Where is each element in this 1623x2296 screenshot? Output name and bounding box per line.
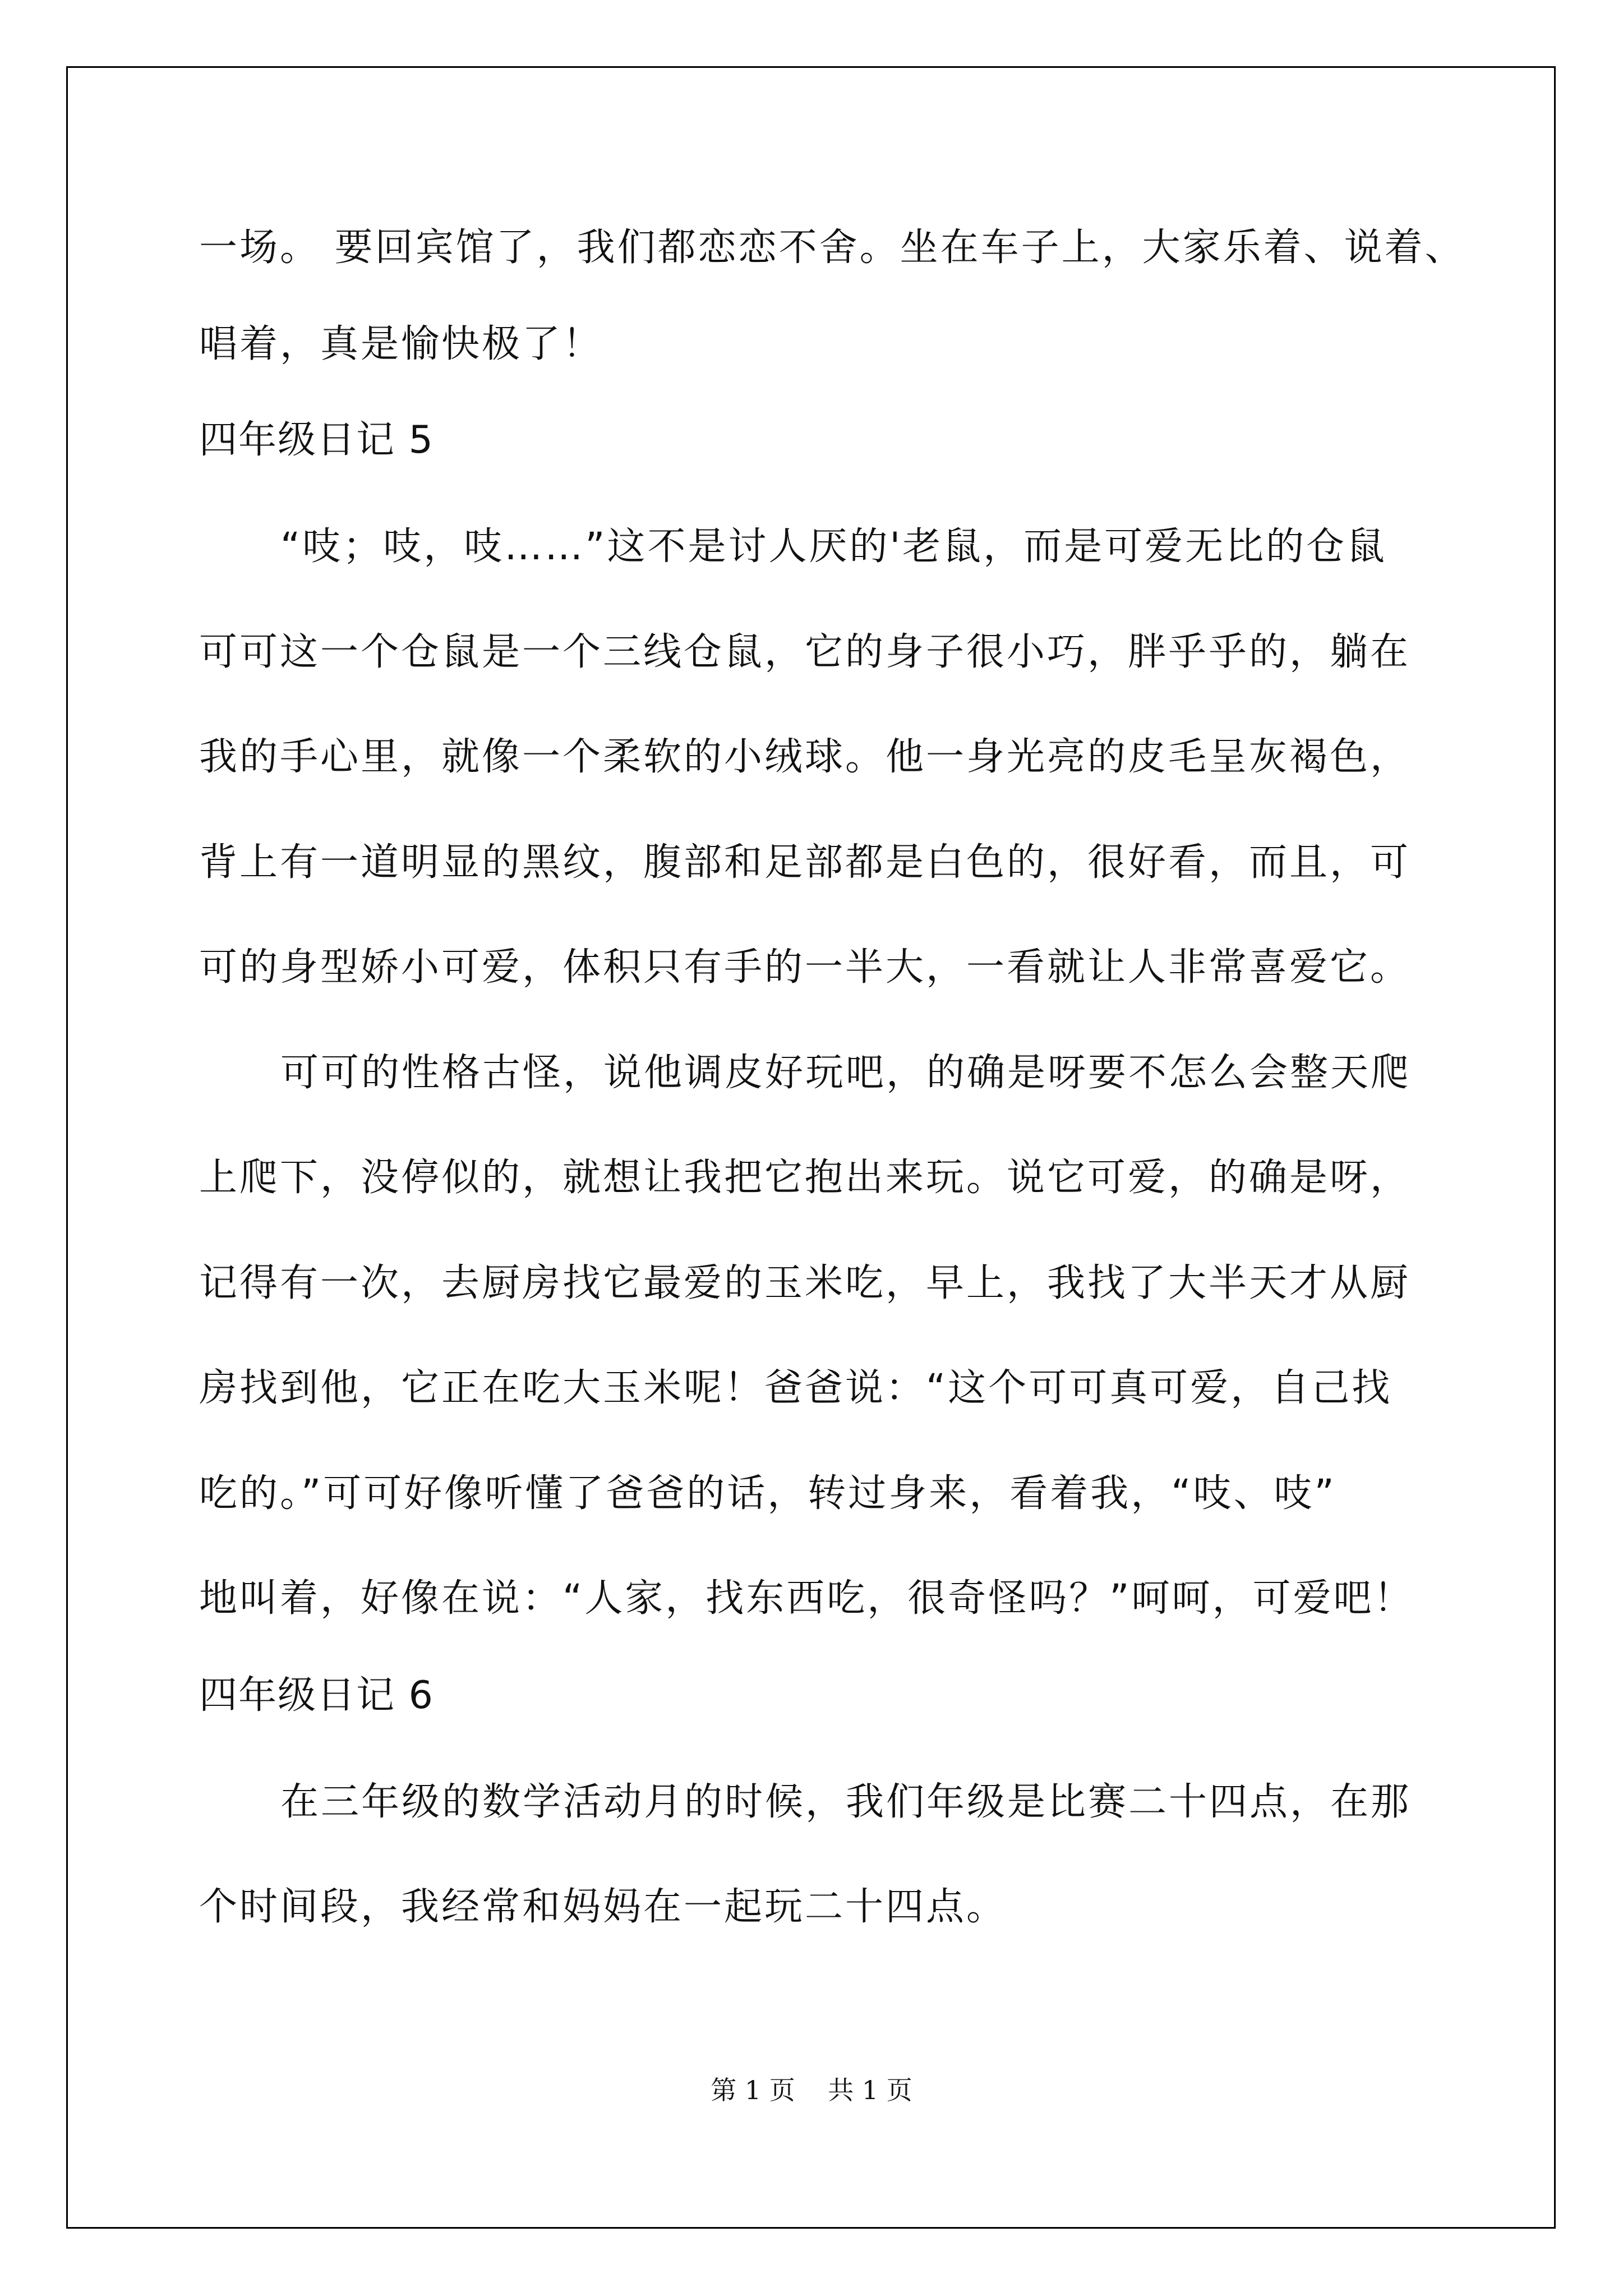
paragraph-line: 可可的性格古怪，说他调皮好玩吧，的确是呀要不怎么会整天爬 xyxy=(280,1051,1412,1095)
paragraph-line: 个时间段，我经常和妈妈在一起玩二十四点。 xyxy=(199,1885,1007,1929)
paragraph-line: 我的手心里，就像一个柔软的小绒球。他一身光亮的皮毛呈灰褐色， xyxy=(199,735,1411,779)
diary-heading-6: 四年级日记 6 xyxy=(199,1673,434,1718)
paragraph-line: 地叫着，好像在说：“人家，找东西吃，很奇怪吗？”呵呵，可爱吧！ xyxy=(199,1576,1414,1621)
paragraph-line: 上爬下，没停似的，就想让我把它抱出来玩。说它可爱，的确是呀， xyxy=(199,1156,1411,1200)
diary-heading-5: 四年级日记 5 xyxy=(199,418,434,462)
paragraph-line: 可的身型娇小可爱，体积只有手的一半大，一看就让人非常喜爱它。 xyxy=(199,945,1411,990)
paragraph-line: 房找到他，它正在吃大玉米呢！爸爸说：“这个可可真可爱，自己找 xyxy=(199,1366,1393,1410)
paragraph-line: 可可这一个仓鼠是一个三线仓鼠，它的身子很小巧，胖乎乎的，躺在 xyxy=(199,630,1411,674)
text-line: 一场。 要回宾馆了，我们都恋恋不舍。坐在车子上，大家乐着、说着、 xyxy=(199,226,1465,270)
paragraph-line: 吃的。”可可好像听懂了爸爸的话，转过身来，看着我，“吱、吱” xyxy=(199,1471,1336,1516)
paragraph-line: 在三年级的数学活动月的时候，我们年级是比赛二十四点，在那 xyxy=(280,1780,1412,1824)
paragraph-line: 背上有一道明显的黑纹，腹部和足部都是白色的，很好看，而且，可 xyxy=(199,840,1411,885)
paragraph-line: 记得有一次，去厨房找它最爱的玉米吃，早上，我找了大半天才从厨 xyxy=(199,1261,1411,1305)
paragraph-line: “吱；吱，吱……”这不是讨人厌的'老鼠，而是可爱无比的仓鼠 xyxy=(280,524,1387,569)
page-footer: 第 1 页 共 1 页 xyxy=(711,2075,912,2105)
text-line: 唱着，真是愉快极了！ xyxy=(199,322,603,366)
